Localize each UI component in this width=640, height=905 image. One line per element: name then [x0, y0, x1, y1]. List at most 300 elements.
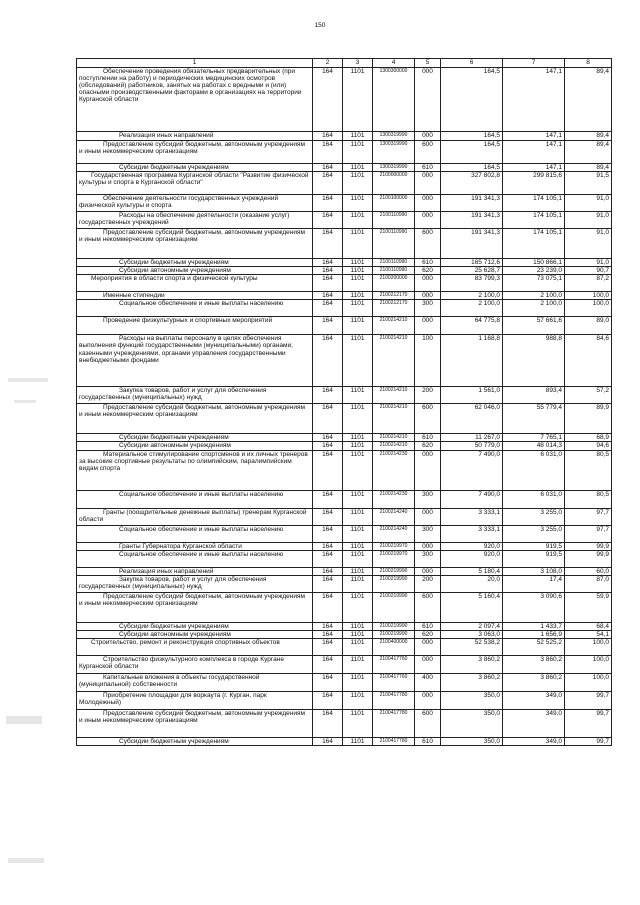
row-plan-amount: 920,0	[441, 542, 503, 550]
row-grbs: 164	[313, 575, 343, 592]
table-row	[77, 442, 612, 450]
row-actual-amount: 893,4	[503, 387, 565, 404]
row-section: 1101	[343, 630, 373, 638]
row-expense-type: 600	[415, 592, 441, 622]
row-name: Субсидии бюджетным учреждениям	[77, 259, 313, 267]
row-plan-amount: 5 160,4	[441, 592, 503, 622]
row-section: 1101	[343, 132, 373, 141]
row-execution-percent: 89,9	[565, 404, 612, 434]
row-section: 1101	[343, 300, 373, 317]
row-name: Предоставление субсидий бюджетным, автономным учреждениям и иным некоммерческим организациям	[77, 709, 313, 737]
table-row	[77, 387, 612, 404]
row-grbs: 164	[313, 691, 343, 709]
table-row	[77, 212, 612, 229]
row-grbs: 164	[313, 267, 343, 275]
row-section: 1101	[343, 335, 373, 387]
row-actual-amount: 147,1	[503, 132, 565, 141]
row-actual-amount: 299 815,6	[503, 172, 565, 195]
row-name: Именные стипендии	[77, 292, 313, 300]
row-execution-percent: 100,0	[565, 292, 612, 300]
row-plan-amount: 52 538,2	[441, 638, 503, 655]
row-target-article: 2100219990	[373, 622, 415, 630]
row-section: 1101	[343, 542, 373, 550]
row-plan-amount: 164,5	[441, 141, 503, 164]
row-target-article: 2100110990	[373, 212, 415, 229]
row-name: Приобретение площадки для воркаута (г. Курган, парк Молодежный)	[77, 691, 313, 709]
row-plan-amount: 191 341,3	[441, 195, 503, 212]
row-grbs: 164	[313, 630, 343, 638]
row-section: 1101	[343, 691, 373, 709]
row-actual-amount: 349,0	[503, 737, 565, 745]
row-target-article: 2100219970	[373, 550, 415, 567]
row-grbs: 164	[313, 709, 343, 737]
row-section: 1101	[343, 229, 373, 259]
table-header-row	[77, 59, 612, 68]
row-expense-type: 300	[415, 550, 441, 567]
row-actual-amount: 23 239,0	[503, 267, 565, 275]
row-target-article: 2100214210	[373, 317, 415, 335]
row-execution-percent: 89,4	[565, 68, 612, 132]
row-target-article: 2100219990	[373, 575, 415, 592]
row-grbs: 164	[313, 164, 343, 172]
row-execution-percent: 89,4	[565, 164, 612, 172]
row-plan-amount: 2 097,4	[441, 622, 503, 630]
row-execution-percent: 99,9	[565, 542, 612, 550]
row-expense-type: 000	[415, 212, 441, 229]
row-actual-amount: 174 105,1	[503, 229, 565, 259]
row-grbs: 164	[313, 141, 343, 164]
table-row	[77, 68, 612, 132]
row-section: 1101	[343, 567, 373, 575]
row-section: 1101	[343, 709, 373, 737]
row-grbs: 164	[313, 212, 343, 229]
row-section: 1101	[343, 592, 373, 622]
row-section: 1101	[343, 434, 373, 442]
row-actual-amount: 1 433,7	[503, 622, 565, 630]
row-actual-amount: 55 779,4	[503, 404, 565, 434]
row-actual-amount: 3 860,2	[503, 655, 565, 673]
row-execution-percent: 68,9	[565, 434, 612, 442]
row-target-article: 2100214230	[373, 490, 415, 508]
table-row	[77, 691, 612, 709]
table-row	[77, 164, 612, 172]
table-row	[77, 655, 612, 673]
row-name: Субсидии бюджетным учреждениям	[77, 164, 313, 172]
row-actual-amount: 17,4	[503, 575, 565, 592]
row-actual-amount: 349,0	[503, 709, 565, 737]
row-actual-amount: 919,5	[503, 542, 565, 550]
row-section: 1101	[343, 259, 373, 267]
row-expense-type: 000	[415, 292, 441, 300]
row-plan-amount: 20,0	[441, 575, 503, 592]
row-expense-type: 000	[415, 275, 441, 292]
row-section: 1101	[343, 442, 373, 450]
row-grbs: 164	[313, 195, 343, 212]
row-expense-type: 100	[415, 335, 441, 387]
row-execution-percent: 89,0	[565, 317, 612, 335]
row-plan-amount: 1 168,8	[441, 335, 503, 387]
table-row	[77, 259, 612, 267]
row-expense-type: 000	[415, 68, 441, 132]
row-section: 1101	[343, 655, 373, 673]
row-section: 1101	[343, 450, 373, 490]
table-row	[77, 673, 612, 691]
row-grbs: 164	[313, 450, 343, 490]
row-expense-type: 000	[415, 567, 441, 575]
row-expense-type: 610	[415, 164, 441, 172]
row-target-article: 1300300000	[373, 68, 415, 132]
row-execution-percent: 100,0	[565, 300, 612, 317]
row-name: Закупка товаров, работ и услуг для обеспечения государственных (муниципальных) нужд	[77, 387, 313, 404]
row-grbs: 164	[313, 525, 343, 542]
row-execution-percent: 99,9	[565, 550, 612, 567]
row-section: 1101	[343, 525, 373, 542]
row-name: Расходы на обеспечение деятельности (оказание услуг) государственных учреждений	[77, 212, 313, 229]
row-name: Строительство физкультурного комплекса в городе Кургане Курганской области	[77, 655, 313, 673]
header-col-2: 2	[313, 59, 343, 68]
row-target-article: 2100417780	[373, 737, 415, 745]
row-name: Социальное обеспечение и иные выплаты населению	[77, 490, 313, 508]
table-row	[77, 434, 612, 442]
row-name: Реализация иных направлений	[77, 132, 313, 141]
row-plan-amount: 3 333,1	[441, 525, 503, 542]
row-name: Проведение физкультурных и спортивных мероприятий	[77, 317, 313, 335]
row-name: Субсидии бюджетным учреждениям	[77, 434, 313, 442]
table-row	[77, 450, 612, 490]
row-expense-type: 300	[415, 525, 441, 542]
row-grbs: 164	[313, 300, 343, 317]
row-grbs: 164	[313, 490, 343, 508]
row-actual-amount: 150 866,1	[503, 259, 565, 267]
row-execution-percent: 91,0	[565, 195, 612, 212]
row-name: Государственная программа Курганской области "Развитие физической культуры и спорта в Курганской области"	[77, 172, 313, 195]
row-target-article: 2100417760	[373, 673, 415, 691]
row-execution-percent: 90,7	[565, 267, 612, 275]
row-name: Субсидии автономным учреждениям	[77, 267, 313, 275]
row-plan-amount: 3 063,0	[441, 630, 503, 638]
row-target-article: 2100219990	[373, 592, 415, 622]
budget-table	[76, 58, 612, 746]
row-section: 1101	[343, 575, 373, 592]
row-execution-percent: 97,7	[565, 525, 612, 542]
row-plan-amount: 3 333,1	[441, 508, 503, 525]
row-actual-amount: 919,5	[503, 550, 565, 567]
table-row	[77, 638, 612, 655]
row-grbs: 164	[313, 434, 343, 442]
row-expense-type: 000	[415, 542, 441, 550]
table-row	[77, 229, 612, 259]
row-name: Предоставление субсидий бюджетным, автономным учреждениям и иным некоммерческим организациям	[77, 404, 313, 434]
row-section: 1101	[343, 195, 373, 212]
row-target-article: 2100110990	[373, 259, 415, 267]
row-actual-amount: 147,1	[503, 68, 565, 132]
row-target-article: 2100212170	[373, 300, 415, 317]
row-section: 1101	[343, 673, 373, 691]
row-section: 1101	[343, 172, 373, 195]
table-row	[77, 737, 612, 745]
header-col-3: 3	[343, 59, 373, 68]
row-actual-amount: 73 075,1	[503, 275, 565, 292]
row-plan-amount: 2 100,0	[441, 292, 503, 300]
row-name: Обеспечение проведения обязательных предварительных (при поступлении на работу) и периодических медицинских осмотров (обследований) работников, занятых на работах с вредными и (или) опасными производственными факторами в организациях на территории Курганской области	[77, 68, 313, 132]
row-actual-amount: 3 255,0	[503, 508, 565, 525]
row-actual-amount: 1 656,9	[503, 630, 565, 638]
row-section: 1101	[343, 638, 373, 655]
row-plan-amount: 83 799,3	[441, 275, 503, 292]
row-expense-type: 200	[415, 387, 441, 404]
row-grbs: 164	[313, 292, 343, 300]
row-execution-percent: 60,0	[565, 567, 612, 575]
row-name: Гранты (поощрительные денежные выплаты) тренерам Курганской области	[77, 508, 313, 525]
row-expense-type: 600	[415, 141, 441, 164]
row-expense-type: 000	[415, 132, 441, 141]
header-col-8: 8	[565, 59, 612, 68]
row-execution-percent: 87,2	[565, 275, 612, 292]
row-execution-percent: 97,7	[565, 508, 612, 525]
row-plan-amount: 5 180,4	[441, 567, 503, 575]
row-expense-type: 200	[415, 575, 441, 592]
row-expense-type: 600	[415, 404, 441, 434]
row-section: 1101	[343, 387, 373, 404]
row-grbs: 164	[313, 508, 343, 525]
row-actual-amount: 147,1	[503, 141, 565, 164]
row-name: Реализация иных направлений	[77, 567, 313, 575]
row-actual-amount: 52 525,2	[503, 638, 565, 655]
row-target-article: 2100200000	[373, 275, 415, 292]
table-row	[77, 508, 612, 525]
row-section: 1101	[343, 508, 373, 525]
row-execution-percent: 57,2	[565, 387, 612, 404]
row-grbs: 164	[313, 229, 343, 259]
row-expense-type: 000	[415, 508, 441, 525]
row-grbs: 164	[313, 622, 343, 630]
scan-artifact	[8, 858, 44, 863]
row-target-article: 2100214210	[373, 387, 415, 404]
row-section: 1101	[343, 490, 373, 508]
row-actual-amount: 2 100,0	[503, 292, 565, 300]
row-plan-amount: 164,5	[441, 132, 503, 141]
row-grbs: 164	[313, 673, 343, 691]
row-grbs: 164	[313, 737, 343, 745]
row-target-article: 2100110990	[373, 267, 415, 275]
row-actual-amount: 3 090,6	[503, 592, 565, 622]
row-grbs: 164	[313, 655, 343, 673]
row-target-article: 1300319990	[373, 132, 415, 141]
row-actual-amount: 7 765,1	[503, 434, 565, 442]
table-row	[77, 335, 612, 387]
row-actual-amount: 3 108,0	[503, 567, 565, 575]
row-execution-percent: 99,7	[565, 709, 612, 737]
row-section: 1101	[343, 622, 373, 630]
row-execution-percent: 99,7	[565, 691, 612, 709]
row-plan-amount: 7 490,0	[441, 450, 503, 490]
row-grbs: 164	[313, 132, 343, 141]
row-grbs: 164	[313, 259, 343, 267]
row-execution-percent: 68,4	[565, 622, 612, 630]
row-execution-percent: 99,7	[565, 737, 612, 745]
row-name: Субсидии бюджетным учреждениям	[77, 622, 313, 630]
row-target-article: 2100417780	[373, 709, 415, 737]
row-target-article: 2100219970	[373, 542, 415, 550]
row-target-article: 2100110990	[373, 229, 415, 259]
row-expense-type: 000	[415, 172, 441, 195]
row-expense-type: 000	[415, 655, 441, 673]
row-section: 1101	[343, 275, 373, 292]
row-plan-amount: 164,5	[441, 164, 503, 172]
row-actual-amount: 174 105,1	[503, 195, 565, 212]
row-section: 1101	[343, 737, 373, 745]
row-expense-type: 610	[415, 434, 441, 442]
header-col-7: 7	[503, 59, 565, 68]
row-expense-type: 000	[415, 317, 441, 335]
row-actual-amount: 2 100,0	[503, 300, 565, 317]
row-name: Предоставление субсидий бюджетным, автономным учреждениям и иным некоммерческим организациям	[77, 592, 313, 622]
table-row	[77, 404, 612, 434]
row-grbs: 164	[313, 567, 343, 575]
row-target-article: 2100214210	[373, 404, 415, 434]
row-execution-percent: 59,9	[565, 592, 612, 622]
row-expense-type: 620	[415, 630, 441, 638]
row-target-article: 2100400000	[373, 638, 415, 655]
row-section: 1101	[343, 68, 373, 132]
row-expense-type: 610	[415, 259, 441, 267]
table-row	[77, 195, 612, 212]
row-expense-type: 000	[415, 195, 441, 212]
row-execution-percent: 80,5	[565, 490, 612, 508]
table-row	[77, 550, 612, 567]
row-name: Субсидии бюджетным учреждениям	[77, 737, 313, 745]
row-plan-amount: 2 100,0	[441, 300, 503, 317]
row-plan-amount: 62 046,0	[441, 404, 503, 434]
table-row	[77, 141, 612, 164]
row-section: 1101	[343, 292, 373, 300]
row-target-article: 2100214240	[373, 525, 415, 542]
row-target-article: 2100417760	[373, 655, 415, 673]
row-actual-amount: 988,8	[503, 335, 565, 387]
page-number: 150	[314, 22, 326, 29]
row-plan-amount: 350,0	[441, 709, 503, 737]
row-execution-percent: 87,0	[565, 575, 612, 592]
row-expense-type: 300	[415, 490, 441, 508]
header-col-1: 1	[77, 59, 313, 68]
table-row	[77, 490, 612, 508]
row-expense-type: 620	[415, 442, 441, 450]
table-row	[77, 525, 612, 542]
row-plan-amount: 191 341,3	[441, 212, 503, 229]
row-execution-percent: 100,0	[565, 655, 612, 673]
row-execution-percent: 94,6	[565, 442, 612, 450]
row-name: Закупка товаров, работ и услуг для обеспечения государственных (муниципальных) нужд	[77, 575, 313, 592]
row-name: Расходы на выплаты персоналу в целях обеспечения выполнения функций государственными (муниципальными) органами, казенными учреждениями, органами управления государственными внебюджетными фондами	[77, 335, 313, 387]
row-plan-amount: 11 267,0	[441, 434, 503, 442]
row-expense-type: 000	[415, 450, 441, 490]
table-row	[77, 542, 612, 550]
row-grbs: 164	[313, 542, 343, 550]
row-name: Гранты Губернатора Курганской области	[77, 542, 313, 550]
row-section: 1101	[343, 404, 373, 434]
row-actual-amount: 48 014,3	[503, 442, 565, 450]
row-target-article: 2100212170	[373, 292, 415, 300]
table-row	[77, 630, 612, 638]
row-actual-amount: 3 255,0	[503, 525, 565, 542]
row-grbs: 164	[313, 172, 343, 195]
row-expense-type: 610	[415, 737, 441, 745]
row-plan-amount: 327 802,8	[441, 172, 503, 195]
row-name: Предоставление субсидий бюджетным, автономным учреждениям и иным некоммерческим организациям	[77, 141, 313, 164]
row-grbs: 164	[313, 68, 343, 132]
row-plan-amount: 3 860,2	[441, 673, 503, 691]
row-expense-type: 600	[415, 709, 441, 737]
row-grbs: 164	[313, 638, 343, 655]
row-name: Обеспечение деятельности государственных учреждений физической культуры и спорта	[77, 195, 313, 212]
row-plan-amount: 165 712,6	[441, 259, 503, 267]
row-plan-amount: 164,5	[441, 68, 503, 132]
table-row	[77, 132, 612, 141]
row-grbs: 164	[313, 317, 343, 335]
row-expense-type: 610	[415, 622, 441, 630]
row-plan-amount: 350,0	[441, 691, 503, 709]
row-plan-amount: 7 490,0	[441, 490, 503, 508]
row-execution-percent: 84,6	[565, 335, 612, 387]
row-execution-percent: 100,0	[565, 638, 612, 655]
row-actual-amount: 147,1	[503, 164, 565, 172]
row-actual-amount: 349,0	[503, 691, 565, 709]
row-execution-percent: 100,0	[565, 673, 612, 691]
row-execution-percent: 89,4	[565, 141, 612, 164]
table-row	[77, 567, 612, 575]
row-actual-amount: 6 031,0	[503, 490, 565, 508]
row-expense-type: 000	[415, 691, 441, 709]
table-row	[77, 709, 612, 737]
row-execution-percent: 91,0	[565, 229, 612, 259]
row-name: Материальное стимулирование спортсменов и их личных тренеров за высокие спортивные результаты по олимпийским, паралимпийским видам спорта	[77, 450, 313, 490]
row-actual-amount: 6 031,0	[503, 450, 565, 490]
row-plan-amount: 50 779,0	[441, 442, 503, 450]
row-target-article: 2100417780	[373, 691, 415, 709]
table-body	[77, 68, 612, 746]
row-execution-percent: 91,5	[565, 172, 612, 195]
row-execution-percent: 91,0	[565, 259, 612, 267]
row-grbs: 164	[313, 442, 343, 450]
table-row	[77, 267, 612, 275]
row-name: Субсидии автономным учреждениям	[77, 442, 313, 450]
row-actual-amount: 57 661,6	[503, 317, 565, 335]
row-target-article: 2100100000	[373, 195, 415, 212]
table-row	[77, 292, 612, 300]
row-section: 1101	[343, 267, 373, 275]
row-target-article: 2100219990	[373, 567, 415, 575]
row-target-article: 2100000000	[373, 172, 415, 195]
table-row	[77, 575, 612, 592]
row-grbs: 164	[313, 335, 343, 387]
row-plan-amount: 25 628,7	[441, 267, 503, 275]
row-target-article: 2100219990	[373, 630, 415, 638]
row-expense-type: 000	[415, 638, 441, 655]
table-row	[77, 275, 612, 292]
row-target-article: 2100214210	[373, 335, 415, 387]
row-target-article: 2100214240	[373, 508, 415, 525]
row-name: Социальное обеспечение и иные выплаты населению	[77, 550, 313, 567]
table-row	[77, 300, 612, 317]
row-expense-type: 600	[415, 229, 441, 259]
row-target-article: 2100214210	[373, 434, 415, 442]
row-expense-type: 300	[415, 300, 441, 317]
row-execution-percent: 91,0	[565, 212, 612, 229]
row-grbs: 164	[313, 592, 343, 622]
header-col-4: 4	[373, 59, 415, 68]
row-name: Предоставление субсидий бюджетным, автономным учреждениям и иным некоммерческим организациям	[77, 229, 313, 259]
row-execution-percent: 80,5	[565, 450, 612, 490]
